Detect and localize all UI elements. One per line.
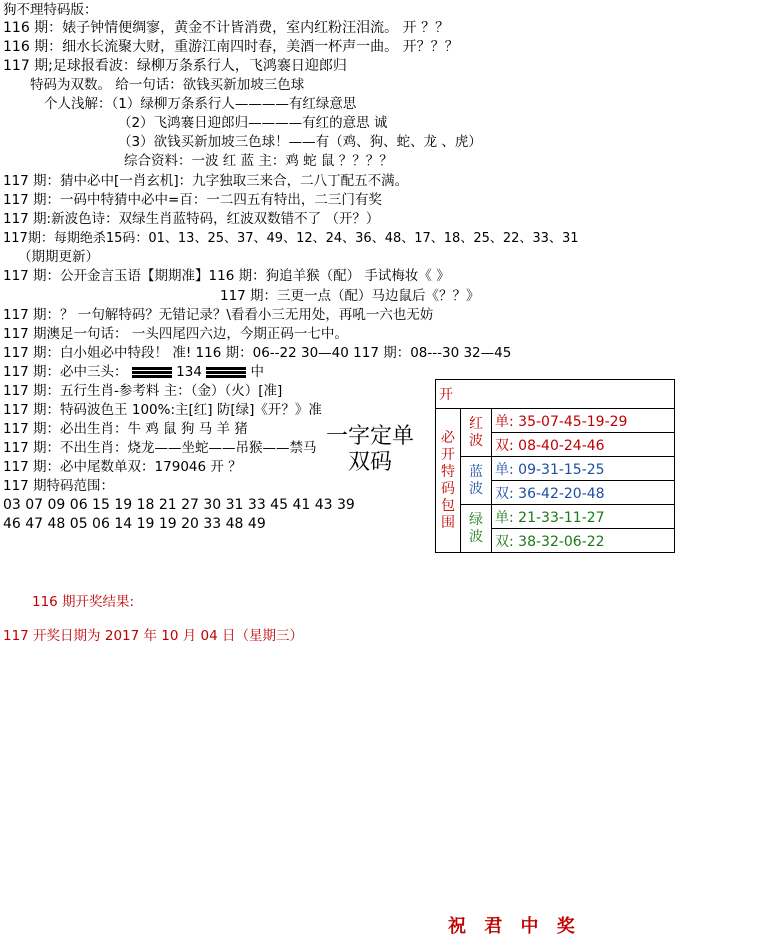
sanjiao-line [3, 364, 264, 380]
text-line: 117 期：三更一点（配）马边鼠后《？？》 [220, 288, 480, 304]
number-row: 03 07 09 06 15 19 18 21 27 30 31 33 45 41 43 39 [3, 497, 355, 513]
text-line: 117 期：？ 一句解特码？无错记录？\看看小三无用处，再吼一六也无妨 [3, 307, 434, 323]
group-label-red: 红 波 [461, 409, 492, 457]
sanjiao-suffix: 中 [250, 364, 265, 380]
draw-date: 117 开奖日期为 2017 年 10 月 04 日（星期三） [3, 628, 304, 644]
text-line: （2）飞鸿褰日迎郎归————有红的意思 诚 [118, 115, 388, 131]
table-row: 单: 35-07-45-19-29 [492, 409, 675, 433]
text-line: 117 期：一码中特猜中必中=百：一二四五有特出，二三门有奖 [3, 192, 382, 208]
text-line: （3）欲钱买新加坡三色球！——有（鸡、狗、蛇、龙 、虎） [118, 134, 482, 150]
number-row: 46 47 48 05 06 14 19 19 20 33 48 49 [3, 516, 266, 532]
text-line: 117 期特码范围： [3, 478, 115, 494]
big-note: 一字定单双码 [325, 424, 414, 475]
footer-wish: 祝 君 中 奖 [448, 916, 581, 937]
text-line: 117 期：必中尾数单双：179046 开 ？ [3, 459, 242, 475]
text-line: 117 期:新波色诗：双绿生肖蓝特码，红波双数错不了 （开？） [3, 211, 380, 227]
page-title: 狗不理特码版： [3, 2, 98, 18]
text-line: 综合资料：一波 红 蓝 主：鸡 蛇 鼠 ？？？？ [124, 153, 393, 169]
table-row: 双: 08-40-24-46 [492, 433, 675, 457]
text-line: 特码为双数。 给一句话：欲钱买新加坡三色球 [30, 77, 305, 93]
table-row: 双: 38-32-06-22 [492, 529, 675, 553]
text-line: 117 期：猜中必中[一肖玄机]：九字独取三来合，二八丁配五不满。 [3, 173, 409, 189]
group-label-blue: 蓝 波 [461, 457, 492, 505]
group-label-green: 绿 波 [461, 505, 492, 553]
text-line: 116 期：细水长流聚大财，重游江南四时春，美酒一杯声一曲。 开？？？ [3, 39, 459, 55]
text-line: 117期：每期绝杀15码：01、13、25、37、49、12、24、36、48、17、18、25、22、33、31 [3, 231, 579, 246]
text-line: 117 期澳足一句话： 一头四尾四六边，今期正码一七中。 [3, 326, 348, 342]
table-head: 开 [436, 380, 675, 409]
table-row: 单: 21-33-11-27 [492, 505, 675, 529]
text-line: 117 期：五行生肖-参考料 主：（金）（火）[准] [3, 383, 283, 399]
text-line: 116 期：婊子钟情便绸寥，黄金不计皆消费，室内红粉汪泪流。 开 ？？ [3, 20, 450, 36]
kai-table [435, 379, 675, 553]
table-row: 单: 09-31-15-25 [492, 457, 675, 481]
sanjiao-middle: 134 [176, 364, 202, 380]
result-title: 116 期开奖结果: [32, 594, 135, 610]
text-line: （期期更新） [18, 249, 99, 265]
text-line: 117 期：特码波色王 100%:主[红] 防[绿]《开？》准 [3, 402, 322, 418]
triple-bar-icon [132, 366, 172, 379]
text-line: 117 期：公开金言玉语【期期准】116 期：狗追羊猴（配） 手试梅妆《 》 [3, 268, 450, 284]
sanjiao-prefix: 117 期：必中三头： [3, 364, 128, 380]
table-row: 双: 36-42-20-48 [492, 481, 675, 505]
text-line: 117 期：不出生肖：烧龙——坐蛇——吊猴——禁马 [3, 440, 317, 456]
text-line: 117 期：白小姐必中特段！ 准! 116 期：06--22 30—40 117 期：08---30 32—45 [3, 345, 512, 361]
text-line: 117 期：必出生肖：牛 鸡 鼠 狗 马 羊 猪 [3, 421, 248, 437]
text-line: 个人浅解：（1）绿柳万条系行人————有红绿意思 [44, 96, 357, 112]
text-line: 117 期;足球报看波：绿柳万条系行人，飞鸿褰日迎郎归 [3, 58, 347, 74]
triple-bar-icon [206, 366, 246, 379]
side-label: 必 开 特 码 包 围 [436, 409, 461, 553]
